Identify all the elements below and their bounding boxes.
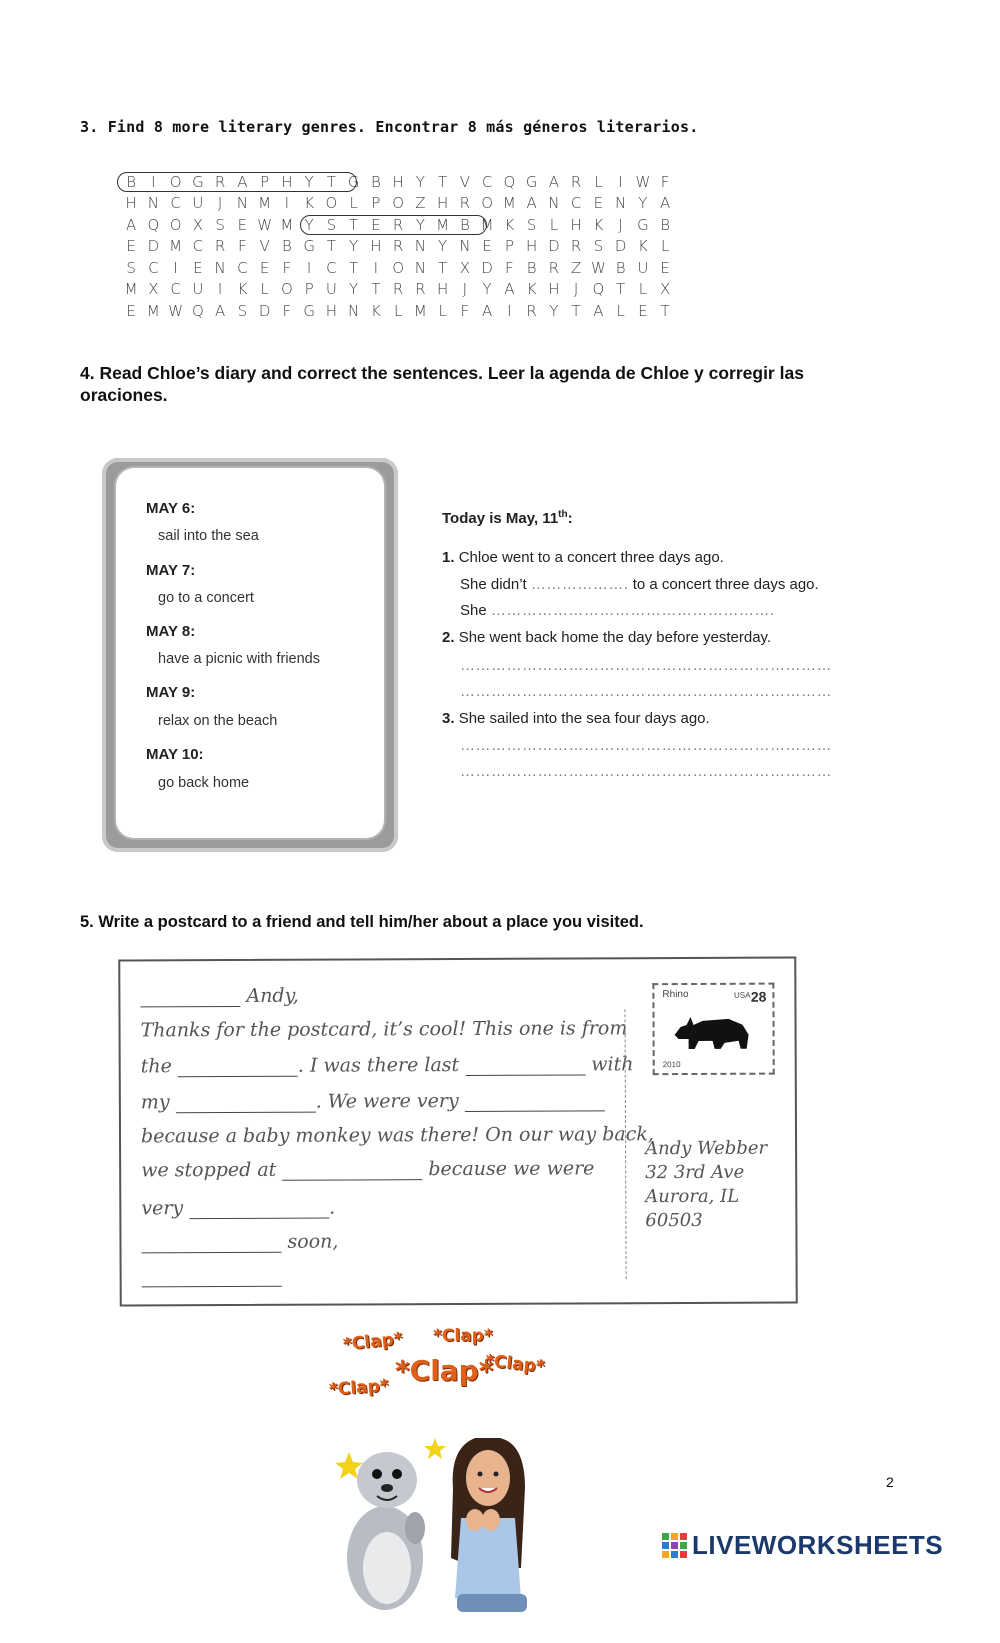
word-search-letter[interactable]: A — [237, 172, 248, 191]
word-search-letter[interactable]: C — [148, 258, 159, 277]
word-search-letter[interactable]: K — [593, 215, 604, 234]
word-search-letter[interactable]: J — [618, 215, 623, 234]
question-3-title: 3. Find 8 more literary genres. Encontrar 8 más géneros literarios. — [80, 118, 699, 136]
diary-date: MAY 10: — [146, 746, 204, 763]
word-search-letter[interactable]: M — [480, 215, 494, 234]
word-search-letter[interactable]: G — [192, 172, 204, 191]
word-search-letter[interactable]: D — [147, 237, 160, 256]
word-search-letter[interactable]: K — [526, 280, 537, 299]
word-search-letter[interactable]: R — [392, 215, 404, 234]
page-number: 2 — [886, 1474, 894, 1490]
diary-activity: sail into the sea — [158, 528, 259, 544]
answer-blank[interactable]: ………………………………………………. — [490, 602, 775, 619]
word-search-letter[interactable]: Y — [638, 194, 648, 213]
word-search-letter[interactable]: O — [325, 194, 338, 213]
word-search-letter[interactable]: T — [349, 258, 359, 277]
word-search-letter[interactable]: A — [593, 301, 604, 320]
postcard-line: Thanks for the postcard, it’s cool! This one is from — [140, 1017, 628, 1042]
word-search-letter[interactable]: G — [347, 172, 360, 191]
word-search-letter[interactable]: D — [614, 237, 627, 256]
word-search-letter[interactable]: U — [325, 280, 337, 299]
word-search-letter[interactable]: H — [436, 194, 449, 213]
word-search-letter[interactable]: R — [548, 258, 560, 277]
word-search-letter[interactable]: Y — [304, 172, 314, 191]
word-search-letter[interactable]: R — [392, 280, 404, 299]
word-search-letter[interactable]: R — [415, 280, 426, 299]
word-search-letter[interactable]: J — [573, 280, 579, 299]
address-block — [645, 1137, 767, 1234]
word-search-letter[interactable]: H — [525, 237, 538, 256]
word-search-letter[interactable]: T — [616, 280, 626, 299]
word-search-letter[interactable]: E — [371, 215, 381, 234]
word-search-letter[interactable]: E — [126, 301, 136, 320]
address-line: Aurora, IL — [645, 1185, 740, 1208]
greeting-line: Andy, — [140, 985, 299, 1008]
word-search-letter[interactable]: K — [304, 194, 315, 213]
word-search-letter[interactable]: E — [638, 301, 648, 320]
word-search-letter[interactable]: E — [482, 237, 492, 256]
word-search-letter[interactable]: H — [392, 172, 404, 191]
word-search-letter[interactable]: Q — [191, 301, 204, 320]
word-search-letter[interactable]: Z — [570, 258, 582, 277]
word-search-letter[interactable]: H — [548, 280, 560, 299]
diary-activity: relax on the beach — [158, 713, 278, 729]
word-search-letter[interactable]: L — [549, 215, 559, 234]
word-search-letter[interactable]: U — [637, 258, 649, 277]
diary-activity: go back home — [158, 775, 250, 791]
word-search-letter[interactable]: H — [436, 280, 449, 299]
clap-illustration — [325, 1318, 565, 1618]
word-search-letter[interactable]: M — [124, 280, 138, 299]
sentence-1-answer-b: She ………………………………………………. — [460, 602, 775, 619]
word-search-letter[interactable]: N — [414, 258, 426, 277]
liveworksheets-icon — [662, 1533, 688, 1559]
word-search-letter[interactable]: L — [393, 301, 403, 320]
word-search-letter[interactable]: R — [214, 172, 226, 191]
word-search-letter[interactable]: Y — [438, 237, 448, 256]
clap-text: *Clap* — [484, 1350, 546, 1378]
circle-mystery — [300, 215, 487, 235]
word-search-letter[interactable]: A — [526, 194, 537, 213]
answer-blank[interactable] — [282, 1161, 422, 1181]
word-search-letter[interactable]: C — [170, 280, 181, 299]
seal-and-girl-icon — [325, 1408, 565, 1618]
word-search-letter[interactable]: S — [593, 237, 604, 256]
word-search-letter[interactable]: Y — [349, 280, 359, 299]
sentence-3: 3. She sailed into the sea four days ago. — [442, 710, 710, 727]
word-search-letter[interactable]: Q — [503, 172, 516, 191]
word-search-letter[interactable]: M — [502, 194, 516, 213]
question-5-title: 5. Write a postcard to a friend and tell him/her about a place you visited. — [80, 913, 644, 931]
word-search-letter[interactable]: K — [237, 280, 248, 299]
word-search-letter[interactable]: B — [660, 215, 671, 234]
word-search-letter[interactable]: G — [303, 237, 315, 256]
answer-line[interactable]: ……………………………………………………………… — [460, 737, 832, 754]
word-search-letter[interactable]: R — [214, 237, 226, 256]
word-search-letter[interactable]: I — [507, 301, 512, 320]
word-search-letter[interactable]: F — [282, 301, 292, 320]
word-search-letter[interactable]: A — [659, 194, 671, 213]
word-search-letter[interactable]: I — [173, 258, 178, 277]
answer-blank[interactable] — [142, 1268, 282, 1288]
word-search-letter[interactable]: R — [392, 237, 404, 256]
word-search-letter[interactable]: E — [593, 194, 604, 213]
word-search-letter[interactable]: X — [459, 258, 471, 277]
postcard-line: because a baby monkey was there! On our way back, — [140, 1123, 654, 1148]
word-search-letter[interactable]: P — [371, 194, 381, 213]
postcard-line — [142, 1265, 282, 1288]
word-search-letter[interactable]: I — [373, 258, 379, 277]
clap-text: *Clap* — [328, 1375, 390, 1401]
address-line: Andy Webber — [645, 1137, 768, 1160]
word-search-letter[interactable]: E — [193, 258, 203, 277]
word-search-letter[interactable]: R — [570, 172, 582, 191]
word-search-letter[interactable]: C — [326, 258, 337, 277]
word-search-letter[interactable]: H — [125, 194, 137, 213]
circle-biography — [117, 172, 357, 192]
word-search-letter[interactable]: J — [462, 280, 468, 299]
word-search-letter[interactable]: O — [169, 215, 182, 234]
word-search-letter[interactable]: S — [526, 215, 537, 234]
word-search-letter[interactable]: F — [505, 258, 514, 277]
clap-text: *Clap* — [342, 1328, 404, 1356]
word-search-letter[interactable]: C — [237, 258, 248, 277]
address-line: 60503 — [645, 1209, 703, 1232]
clap-text: *Clap* — [395, 1354, 494, 1387]
word-search-letter[interactable]: L — [438, 301, 447, 320]
postcard-line: my . We were very — [141, 1089, 605, 1113]
clap-text: *Clap* — [433, 1326, 493, 1346]
word-search-letter[interactable]: M — [413, 301, 427, 320]
word-search-letter[interactable]: A — [481, 301, 493, 320]
word-search-letter[interactable]: L — [616, 301, 625, 320]
word-search-row — [120, 193, 810, 215]
word-search-letter[interactable]: H — [570, 215, 582, 234]
today-heading: Today is May, 11th: — [442, 509, 573, 527]
word-search-letter[interactable]: E — [126, 237, 136, 256]
word-search-row — [120, 279, 810, 301]
word-search-letter[interactable]: D — [548, 237, 560, 256]
word-search-letter[interactable]: L — [660, 237, 670, 256]
word-search-letter[interactable]: A — [548, 172, 559, 191]
word-search-letter[interactable]: S — [326, 215, 337, 234]
answer-line[interactable]: ……………………………………………………………… — [460, 763, 832, 780]
sentence-1: 1. Chloe went to a concert three days ago. — [442, 549, 724, 566]
word-search-letter[interactable]: U — [192, 280, 204, 299]
word-search-letter[interactable]: W — [590, 258, 606, 277]
word-search-letter[interactable]: T — [326, 172, 336, 191]
word-search-letter[interactable]: C — [481, 172, 493, 191]
word-search-letter[interactable]: X — [192, 215, 204, 234]
word-search-letter[interactable]: C — [570, 194, 582, 213]
answer-blank[interactable] — [178, 1058, 298, 1078]
word-search-letter[interactable]: A — [125, 215, 137, 234]
word-search-letter[interactable]: P — [504, 237, 514, 256]
word-search-letter[interactable]: F — [660, 172, 670, 191]
word-search-letter[interactable]: Q — [147, 215, 160, 234]
answer-blank[interactable] — [141, 1234, 281, 1254]
diary-date: MAY 9: — [146, 684, 196, 701]
word-search-letter[interactable]: C — [192, 237, 204, 256]
word-search-letter[interactable]: S — [126, 258, 136, 277]
word-search-letter[interactable]: K — [504, 215, 515, 234]
word-search-letter[interactable]: Z — [415, 194, 426, 213]
footer-brand: LIVEWORKSHEETS — [692, 1530, 944, 1560]
word-search-letter[interactable]: R — [526, 301, 537, 320]
word-search-letter[interactable]: E — [660, 258, 670, 277]
word-search-letter[interactable]: T — [660, 301, 670, 320]
word-search-letter[interactable]: B — [370, 172, 381, 191]
word-search-letter[interactable]: O — [280, 280, 293, 299]
word-search-letter[interactable]: A — [214, 301, 226, 320]
word-search-letter[interactable]: W — [257, 215, 273, 234]
word-search-letter[interactable]: B — [526, 258, 537, 277]
word-search-letter[interactable]: B — [281, 237, 292, 256]
word-search-letter[interactable]: A — [504, 280, 515, 299]
stamp-label: Rhino — [662, 988, 689, 1001]
answer-line[interactable]: ……………………………………………………………… — [460, 657, 832, 674]
word-search-letter[interactable]: H — [325, 301, 338, 320]
word-search-letter[interactable]: D — [481, 258, 493, 277]
word-search-letter[interactable]: Y — [304, 215, 314, 234]
word-search-letter[interactable]: B — [126, 172, 137, 191]
word-search-letter[interactable]: L — [349, 194, 358, 213]
word-search-letter[interactable]: N — [459, 237, 471, 256]
word-search-letter[interactable]: O — [392, 258, 405, 277]
word-search-letter[interactable]: M — [146, 301, 160, 320]
answer-blank[interactable] — [465, 1092, 605, 1112]
word-search-letter[interactable]: G — [525, 172, 538, 191]
word-search-row — [120, 300, 810, 322]
sentence-1-answer-a: She didn’t ………………. to a concert three days ago. — [460, 576, 819, 593]
answer-line[interactable]: ……………………………………………………………… — [460, 683, 832, 700]
word-search-letter[interactable]: I — [306, 258, 312, 277]
word-search-letter[interactable]: O — [481, 194, 494, 213]
word-search-letter[interactable]: T — [438, 258, 448, 277]
word-search-letter[interactable]: Y — [349, 237, 359, 256]
word-search-letter[interactable]: N — [214, 258, 226, 277]
word-search-letter[interactable]: B — [615, 258, 626, 277]
word-search-letter[interactable]: F — [238, 237, 247, 256]
word-search-letter[interactable]: N — [414, 237, 426, 256]
word-search-letter[interactable]: M — [280, 215, 294, 234]
diary-activity: go to a concert — [158, 590, 254, 606]
word-search-letter[interactable]: M — [169, 237, 183, 256]
word-search-letter[interactable]: K — [370, 301, 381, 320]
word-search-letter[interactable]: P — [304, 280, 314, 299]
answer-blank[interactable] — [465, 1056, 585, 1076]
word-search-letter[interactable]: X — [659, 280, 671, 299]
word-search-letter[interactable]: F — [282, 258, 292, 277]
stamp-value: 28 — [750, 988, 767, 1005]
word-search-letter[interactable]: T — [326, 237, 336, 256]
answer-blank[interactable] — [176, 1094, 316, 1114]
word-search-letter[interactable]: W — [635, 172, 651, 191]
word-search-letter[interactable]: R — [459, 194, 471, 213]
word-search-letter[interactable]: N — [348, 301, 360, 320]
answer-blank[interactable] — [140, 988, 240, 1007]
diary-date: MAY 6: — [146, 500, 196, 517]
answer-blank[interactable] — [189, 1200, 329, 1220]
question-4-title: 4. Read Chloe’s diary and correct the sentences. Leer la agenda de Chloe y corregir las oraciones. — [80, 363, 804, 405]
word-search-letter[interactable]: G — [637, 215, 649, 234]
word-search-letter[interactable]: J — [217, 194, 223, 213]
word-search-letter[interactable]: D — [258, 301, 271, 320]
sentence-2: 2. She went back home the day before yesterday. — [442, 629, 772, 646]
word-search-letter[interactable]: I — [217, 280, 223, 299]
word-search-letter[interactable]: M — [436, 215, 450, 234]
word-search-letter[interactable]: V — [259, 237, 270, 256]
word-search-letter[interactable]: N — [236, 194, 248, 213]
stamp-country: USA — [733, 990, 751, 1000]
word-search-letter[interactable]: G — [303, 301, 315, 320]
word-search-letter[interactable]: S — [237, 301, 248, 320]
word-search-letter[interactable]: Y — [415, 215, 425, 234]
word-search-letter[interactable]: E — [259, 258, 270, 277]
postcard-line: the . I was there last with — [140, 1053, 634, 1078]
word-search-letter[interactable]: F — [460, 301, 470, 320]
word-search-letter[interactable]: T — [438, 172, 448, 191]
word-search-row — [120, 257, 810, 279]
word-search-letter[interactable]: I — [618, 172, 623, 191]
word-search-letter[interactable]: K — [637, 237, 648, 256]
word-search-letter[interactable]: I — [151, 172, 156, 191]
word-search-letter[interactable]: R — [570, 237, 582, 256]
word-search-letter[interactable]: T — [571, 301, 581, 320]
word-search-letter[interactable]: W — [168, 301, 184, 320]
word-search-letter[interactable]: U — [192, 194, 204, 213]
word-search-letter[interactable]: H — [370, 237, 382, 256]
word-search-letter[interactable]: S — [215, 215, 225, 234]
rhino-stamp — [652, 983, 774, 1076]
word-search-letter[interactable]: C — [170, 194, 181, 213]
diary-date: MAY 8: — [146, 623, 196, 640]
word-search-letter[interactable]: N — [548, 194, 560, 213]
word-search-letter[interactable]: P — [260, 172, 270, 191]
stamp-year: 2010 — [662, 1060, 681, 1070]
word-search-letter[interactable]: T — [349, 215, 359, 234]
word-search-letter[interactable]: B — [459, 215, 470, 234]
word-search-letter[interactable]: N — [147, 194, 159, 213]
word-search-letter[interactable]: O — [392, 194, 405, 213]
word-search-letter[interactable]: Q — [592, 280, 605, 299]
postcard — [118, 957, 798, 1307]
postcard-line: soon, — [141, 1231, 338, 1254]
word-search-letter[interactable]: L — [638, 280, 648, 299]
word-search-letter[interactable]: V — [459, 172, 470, 191]
rhino-icon — [668, 1005, 758, 1055]
word-search-letter[interactable]: E — [237, 215, 248, 234]
word-search-letter[interactable]: X — [148, 280, 159, 299]
diary-date: MAY 7: — [146, 562, 196, 579]
word-search-letter[interactable]: Y — [415, 172, 425, 191]
word-search-row — [120, 236, 810, 258]
liveworksheets-logo — [662, 1530, 943, 1561]
word-search-letter[interactable]: I — [284, 194, 290, 213]
word-search-letter[interactable]: L — [260, 280, 269, 299]
diary-entries — [102, 458, 398, 852]
word-search-letter[interactable]: L — [594, 172, 603, 191]
answer-blank[interactable]: ………………. — [530, 576, 629, 593]
postcard-line: we stopped at because we were — [141, 1157, 595, 1182]
word-search-letter[interactable]: Y — [549, 301, 559, 320]
word-search-letter[interactable]: H — [281, 172, 293, 191]
word-search-grid — [120, 171, 810, 322]
diary-activity: have a picnic with friends — [158, 651, 320, 667]
word-search-letter[interactable]: M — [258, 194, 272, 213]
postcard-line: very . — [141, 1196, 336, 1220]
word-search-letter[interactable]: N — [615, 194, 627, 213]
address-line: 32 3rd Ave — [645, 1161, 745, 1184]
word-search-letter[interactable]: T — [371, 280, 381, 299]
word-search-letter[interactable]: Y — [482, 280, 492, 299]
word-search-letter[interactable]: O — [169, 172, 182, 191]
